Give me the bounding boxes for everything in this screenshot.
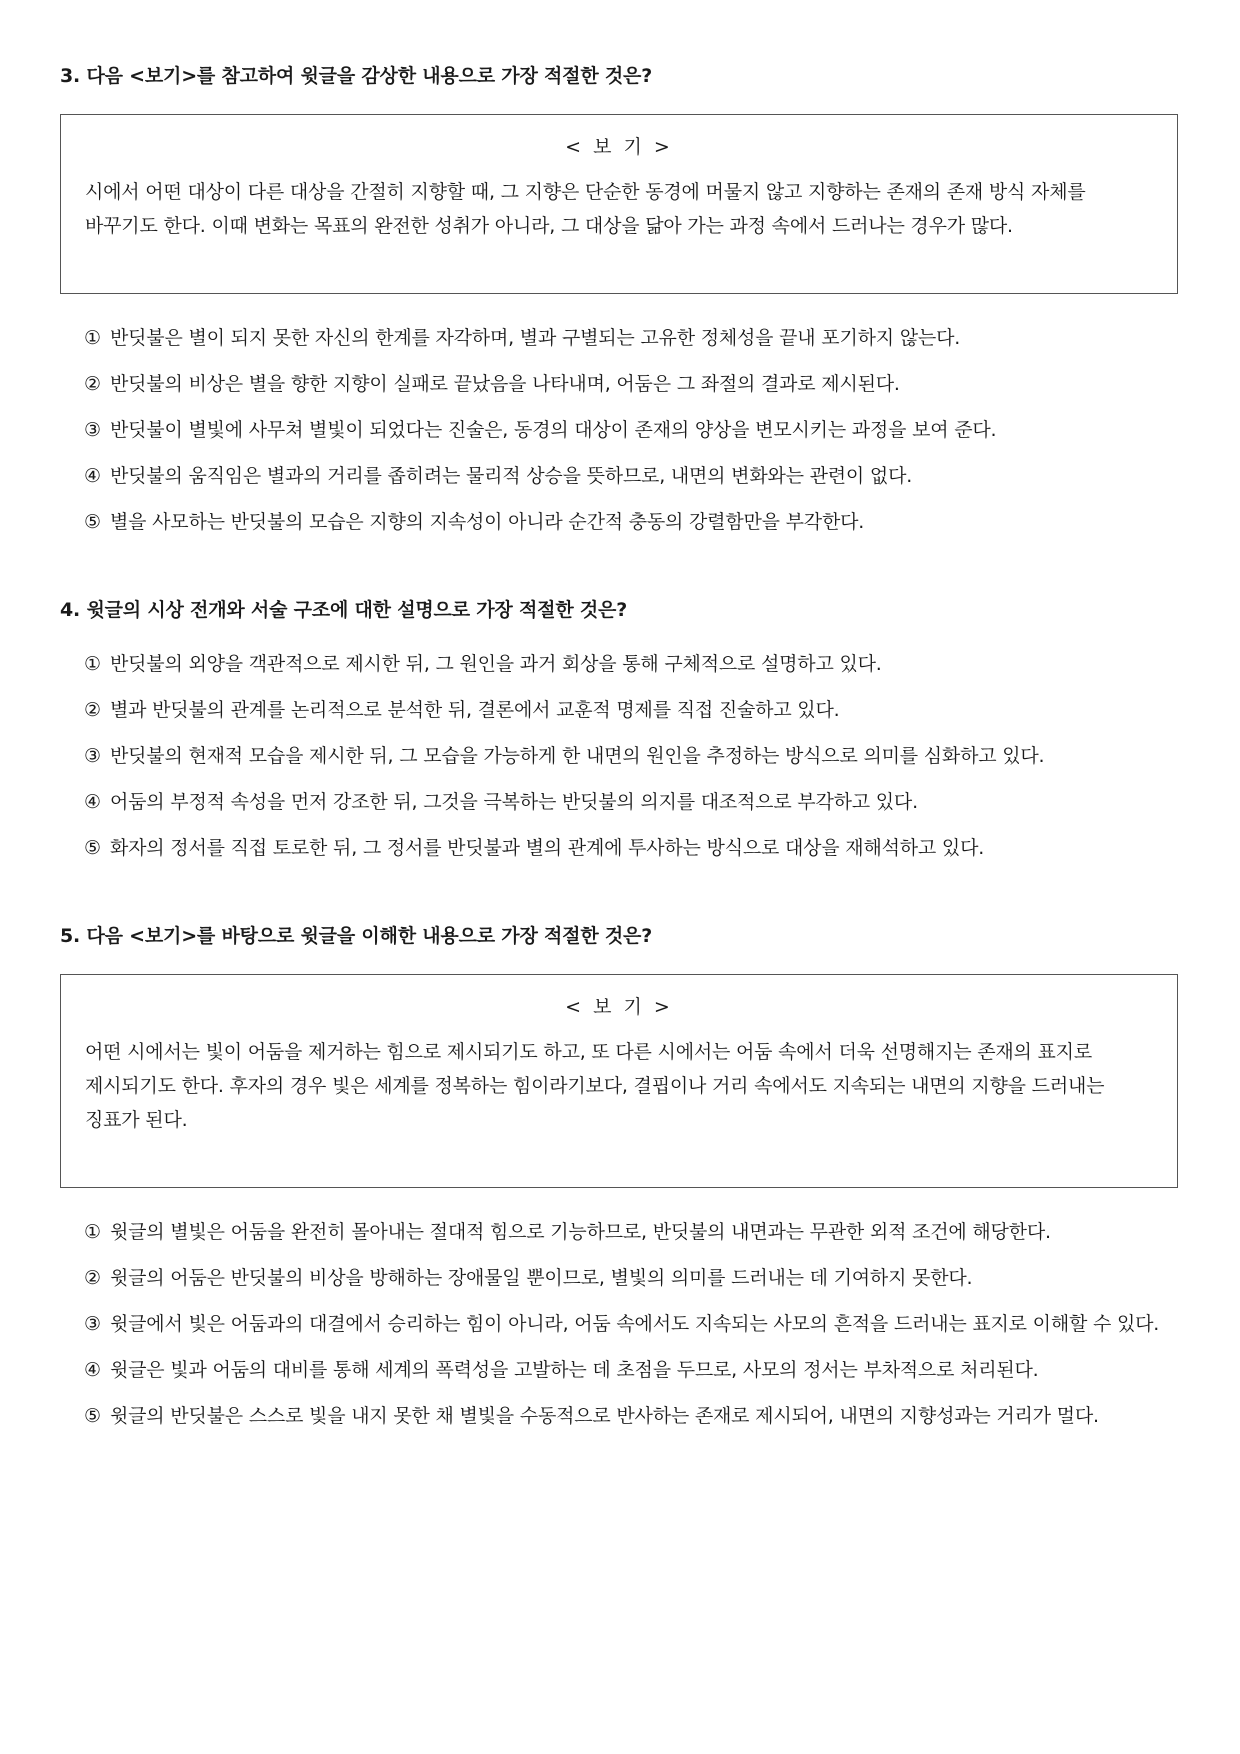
question-4 — [60, 596, 1178, 864]
choice-5[interactable] — [84, 832, 1178, 864]
choice-number: ② — [84, 1267, 101, 1289]
choice-text: 반딧불이 별빛에 사무쳐 별빛이 되었다는 진술은, 동경의 대상이 존재의 양상을 변모시키는 과정을 보여 준다. — [110, 419, 997, 441]
choice-number: ① — [84, 653, 101, 675]
question-title: 5. 다음 <보기>를 바탕으로 윗글을 이해한 내용으로 가장 적절한 것은? — [60, 925, 653, 947]
bogi-box — [60, 114, 1178, 294]
choice-number: ④ — [84, 791, 101, 813]
choice-text: 윗글은 빛과 어둠의 대비를 통해 세계의 폭력성을 고발하는 데 초점을 두므로, 사모의 정서는 부차적으로 처리된다. — [110, 1359, 1039, 1381]
choice-5[interactable] — [84, 506, 1178, 538]
choice-text: 화자의 정서를 직접 토로한 뒤, 그 정서를 반딧불과 별의 관계에 투사하는 방식으로 대상을 재해석하고 있다. — [110, 837, 985, 859]
choice-list — [60, 1216, 1178, 1432]
choice-5[interactable] — [84, 1400, 1178, 1432]
choice-text: 반딧불의 외양을 객관적으로 제시한 뒤, 그 원인을 과거 회상을 통해 구체적으로 설명하고 있다. — [110, 653, 882, 675]
choice-text: 반딧불의 현재적 모습을 제시한 뒤, 그 모습을 가능하게 한 내면의 원인을 추정하는 방식으로 의미를 심화하고 있다. — [110, 745, 1045, 767]
choice-3[interactable] — [84, 740, 1178, 772]
choice-4[interactable] — [84, 786, 1178, 818]
choice-2[interactable] — [84, 368, 1178, 400]
choice-1[interactable] — [84, 648, 1178, 680]
choice-number: ④ — [84, 1359, 101, 1381]
choice-number: ④ — [84, 465, 101, 487]
choice-number: ① — [84, 327, 101, 349]
choice-1[interactable] — [84, 1216, 1178, 1248]
bogi-text: 어떤 시에서는 빛이 어둠을 제거하는 힘으로 제시되기도 하고, 또 다른 시에서는 어둠 속에서 더욱 선명해지는 존재의 표지로 제시되기도 한다. 후자의 경우 빛은 세계를 정복하는 힘이라기보다, 결핍이나 거리 속에서도 지속되는 내면의 지향을 드러내는 징표가 된다. — [85, 1041, 1105, 1131]
choice-text: 윗글의 별빛은 어둠을 완전히 몰아내는 절대적 힘으로 기능하므로, 반딧불의 내면과는 무관한 외적 조건에 해당한다. — [110, 1221, 1051, 1243]
question-title: 4. 윗글의 시상 전개와 서술 구조에 대한 설명으로 가장 적절한 것은? — [60, 599, 628, 621]
bogi-header: < 보 기 > — [565, 996, 673, 1018]
choice-number: ② — [84, 373, 101, 395]
choice-number: ⑤ — [84, 837, 101, 859]
choice-4[interactable] — [84, 460, 1178, 492]
choice-3[interactable] — [84, 414, 1178, 446]
choice-list — [60, 322, 1178, 538]
choice-3[interactable] — [84, 1308, 1178, 1340]
choice-number: ⑤ — [84, 511, 101, 533]
choice-text: 윗글의 반딧불은 스스로 빛을 내지 못한 채 별빛을 수동적으로 반사하는 존재로 제시되어, 내면의 지향성과는 거리가 멀다. — [110, 1405, 1099, 1427]
choice-number: ③ — [84, 419, 101, 441]
choice-number: ③ — [84, 1313, 101, 1335]
question-title: 3. 다음 <보기>를 참고하여 윗글을 감상한 내용으로 가장 적절한 것은? — [60, 65, 653, 87]
choice-4[interactable] — [84, 1354, 1178, 1386]
choice-text: 어둠의 부정적 속성을 먼저 강조한 뒤, 그것을 극복하는 반딧불의 의지를 대조적으로 부각하고 있다. — [110, 791, 918, 813]
bogi-text: 시에서 어떤 대상이 다른 대상을 간절히 지향할 때, 그 지향은 단순한 동경에 머물지 않고 지향하는 존재의 존재 방식 자체를 바꾸기도 한다. 이때 변화는 목표의 완전한 성취가 아니라, 그 대상을 닮아 가는 과정 속에서 드러나는 경우가 많다. — [85, 181, 1086, 237]
choice-text: 윗글에서 빛은 어둠과의 대결에서 승리하는 힘이 아니라, 어둠 속에서도 지속되는 사모의 흔적을 드러내는 표지로 이해할 수 있다. — [110, 1313, 1160, 1335]
choice-text: 별과 반딧불의 관계를 논리적으로 분석한 뒤, 결론에서 교훈적 명제를 직접 진술하고 있다. — [110, 699, 840, 721]
choice-text: 별을 사모하는 반딧불의 모습은 지향의 지속성이 아니라 순간적 충동의 강렬함만을 부각한다. — [110, 511, 865, 533]
choice-text: 반딧불의 움직임은 별과의 거리를 좁히려는 물리적 상승을 뜻하므로, 내면의 변화와는 관련이 없다. — [110, 465, 913, 487]
question-5 — [60, 922, 1178, 1432]
choice-number: ⑤ — [84, 1405, 101, 1427]
choice-text: 반딧불은 별이 되지 못한 자신의 한계를 자각하며, 별과 구별되는 고유한 정체성을 끝내 포기하지 않는다. — [110, 327, 961, 349]
choice-number: ① — [84, 1221, 101, 1243]
bogi-box — [60, 974, 1178, 1188]
choice-1[interactable] — [84, 322, 1178, 354]
choice-number: ② — [84, 699, 101, 721]
choice-2[interactable] — [84, 1262, 1178, 1294]
question-3 — [60, 62, 1178, 538]
choice-text: 반딧불의 비상은 별을 향한 지향이 실패로 끝났음을 나타내며, 어둠은 그 좌절의 결과로 제시된다. — [110, 373, 900, 395]
choice-number: ③ — [84, 745, 101, 767]
bogi-header: < 보 기 > — [565, 136, 673, 158]
exam-page — [60, 62, 1178, 1490]
choice-2[interactable] — [84, 694, 1178, 726]
choice-text: 윗글의 어둠은 반딧불의 비상을 방해하는 장애물일 뿐이므로, 별빛의 의미를 드러내는 데 기여하지 못한다. — [110, 1267, 973, 1289]
choice-list — [60, 648, 1178, 864]
